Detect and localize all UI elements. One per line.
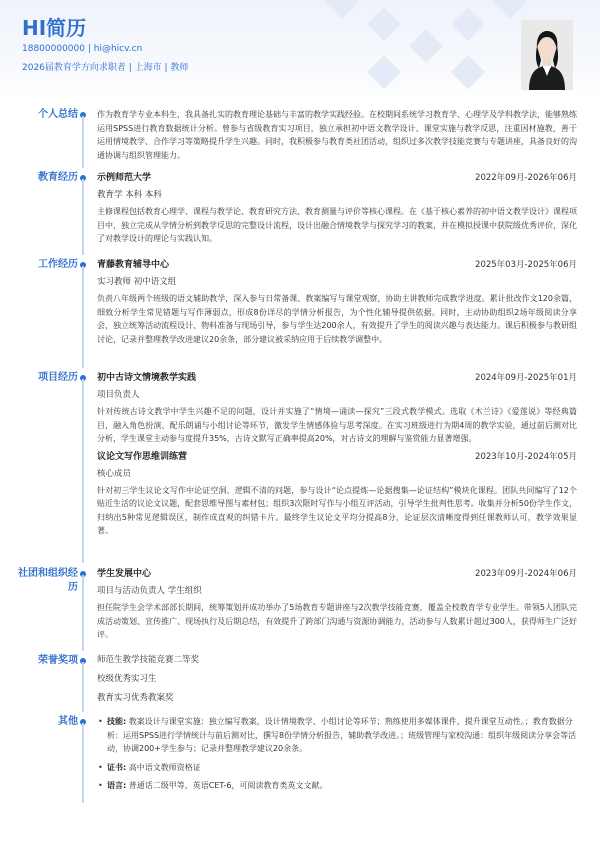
work-role: 实习教师 初中语文组: [97, 277, 177, 287]
section-body: [97, 171, 577, 246]
work-text: 负责八年级两个班级的语文辅助教学，深入参与日常备课、教案编写与课堂观察，协助主讲教师完成教学进度。累计批改作文120余篇，细致分析学生常见错题与写作薄弱点，形成8份详尽的学情分析报告，为个性化辅导提供依据。同时，主动协助组织2场年级阅读分享会，独立统筹活动流程设计、物料准备与现场引导，参与学生达200余人，有效提升了学生的阅读兴趣与表达能力。课后积极参与教研组讨论，记录并整理教学改进建议20余条，部分建议被采纳应用于后续教学调整中。: [97, 294, 577, 344]
section-body: [97, 371, 577, 538]
timeline-line: [82, 379, 84, 563]
summary-text: 作为教育学专业本科生，我具备扎实的教育理论基础与丰富的教学实践经验。在校期间系统学习教育学、心理学及学科教学法，能够熟练运用SPSS进行教育数据统计分析。曾参与省级教育实习项目，独立承担初中语文教学设计、课堂实施与教学反思，注重因材施教，善于运用情境教学、合作学习等策略提升学生兴趣。同时，我积极参与教育类社团活动，组织过多次教学技能竞赛与专题讲座，具备良好的沟通协调与组织管理能力。: [97, 110, 577, 160]
award-item: 教育实习优秀教案奖: [97, 693, 174, 703]
award-item: 师范生教学技能竞赛二等奖: [97, 655, 200, 665]
award-item: 校级优秀实习生: [97, 674, 157, 684]
job-intent: 2026届教育学方向求职者 | 上海市 | 教师: [22, 63, 189, 73]
work-entry-head: [97, 258, 577, 272]
school-name: 示例师范大学: [97, 173, 152, 183]
decorative-diamond: [409, 29, 443, 63]
section-title: 项目经历: [38, 372, 78, 383]
project-text: 针对初三学生议论文写作中论证空洞、逻辑不清的问题，参与设计“论点提炼—论据搜集—论证结构”模块化课程。团队共同编写了12个贴近生活的议论文议题，配套思维导图与素材包；组织3次限时写作与小组互评活动，引导学生批判性思考。收集并分析50份学生作文，归纳出5种常见逻辑误区，制作成直观的纠错卡片。最终学生议论文平均分提高8分，论证层次清晰度得到任课教师认可，教学效果显著。: [97, 485, 577, 535]
section-title: 教育经历: [38, 172, 78, 183]
education-date: 2022年09月-2026年06月: [475, 173, 577, 183]
decorative-diamond: [451, 7, 485, 41]
project-date: 2024年09月-2025年01月: [475, 373, 577, 383]
section-title: 工作经历: [38, 259, 78, 270]
decorative-diamond: [367, 55, 401, 89]
education-major: 教育学 本科 本科: [97, 190, 162, 200]
education-entry-head: [97, 171, 577, 185]
timeline-line: [82, 116, 84, 168]
decorative-diamond: [325, 0, 359, 19]
project-entry-head: [97, 371, 577, 385]
section-awards: [0, 654, 600, 712]
section-others: [0, 715, 600, 825]
project-name: 初中古诗文情境教学实践: [97, 373, 197, 383]
section-title: 其他: [58, 716, 78, 727]
bullet-icon: •: [98, 717, 103, 726]
project-item: [97, 450, 577, 538]
project-entry-head: [97, 450, 577, 464]
work-org: 青藤教育辅导中心: [97, 260, 170, 270]
section-title: 个人总结: [38, 109, 78, 120]
others-label: 证书:: [107, 762, 127, 772]
candidate-name: HI简历: [22, 16, 87, 40]
others-text: 高中语文教师资格证: [128, 762, 201, 772]
resume-header: [0, 0, 600, 100]
section-title: 荣誉奖项: [38, 655, 78, 666]
others-item-languages: [97, 779, 577, 793]
section-work: [0, 258, 600, 368]
project-text: 针对传统古诗文教学中学生兴趣不足的问题，设计并实施了“情境—诵读—探究”三段式教学模式。选取《木兰诗》《爱莲说》等经典篇目，融入角色扮演、配乐朗诵与小组讨论等环节，激发学生情感体验与思考深度。在实习班级进行为期4周的教学实验，通过前后测对比分析，学生课堂主动参与度提升35%，古诗文默写正确率提高20%，对古诗文的理解与鉴赏能力显著增强。: [97, 407, 577, 443]
others-text: 普通话二级甲等，英语CET-6，可阅读教育类英文文献。: [128, 781, 328, 790]
section-body: [97, 715, 577, 798]
timeline-line: [82, 662, 84, 712]
activity-entry-head: [97, 567, 577, 581]
others-label: 技能:: [107, 717, 127, 726]
profile-photo: [521, 20, 573, 90]
others-label: 语言:: [107, 781, 127, 790]
section-body: [97, 258, 577, 346]
activity-role: 项目与活动负责人 学生组织: [97, 586, 202, 596]
project-name: 议论文写作思维训练营: [97, 451, 188, 462]
work-date: 2025年03月-2025年06月: [475, 260, 577, 270]
timeline-line: [82, 723, 84, 803]
decorative-diamond: [367, 7, 401, 41]
others-item-skills: [97, 715, 577, 756]
decorative-diamond: [451, 55, 485, 89]
others-item-certificates: [97, 761, 577, 775]
project-role: 核心成员: [97, 468, 132, 479]
activity-text: 担任院学生会学术部部长期间，统筹策划并成功举办了5场教育专题讲座与2次教学技能竞赛，覆盖全校教育学专业学生。带领5人团队完成活动策划、宣传推广、现场执行及后期总结，有效提升了跨部门沟通与资源协调能力，活动参与人数累计超过300人，获得师生广泛好评。: [97, 603, 577, 639]
bullet-icon: •: [98, 781, 103, 790]
timeline-line: [82, 575, 84, 651]
timeline-line: [82, 179, 84, 255]
project-item: [97, 371, 577, 446]
activity-org: 学生发展中心: [97, 569, 152, 579]
project-date: 2023年10月-2024年05月: [475, 451, 577, 462]
decorative-diamond: [493, 0, 527, 19]
section-title: 社团和组织经历: [18, 568, 78, 593]
others-list: [97, 715, 577, 793]
contact-info: 18800000000 | hi@hicv.cn: [22, 44, 143, 54]
activity-date: 2023年09月-2024年06月: [475, 569, 577, 579]
bullet-icon: •: [98, 762, 103, 772]
section-body: [97, 651, 577, 708]
project-role: 项目负责人: [97, 390, 140, 400]
section-education: [0, 171, 600, 255]
section-summary: [0, 108, 600, 168]
section-body: [97, 108, 577, 162]
section-activities: [0, 567, 600, 651]
section-body: [97, 567, 577, 642]
timeline-line: [82, 266, 84, 368]
others-text: 教案设计与课堂实施：独立编写教案，设计情境教学、小组讨论等环节；熟练使用多媒体课件，提升课堂互动性。；教育数据分析：运用SPSS进行学情统计与前后测对比，撰写8份学情分析报告，辅助教学改进。；班级管理与家校沟通：组织年级阅读分享会等活动，协调200+学生参与；记录并整理教学建议20余条。: [107, 717, 577, 753]
section-projects: [0, 371, 600, 563]
education-text: 主修课程包括教育心理学、课程与教学论、教育研究方法、教育测量与评价等核心课程。在《基于核心素养的初中语文教学设计》课程项目中，独立完成从学情分析到教学反思的完整设计流程，设计出融合情境教学与探究学习的教案，并在模拟授课中获院级优秀评价，深化了对教学设计的理论与实践认知。: [97, 207, 577, 243]
